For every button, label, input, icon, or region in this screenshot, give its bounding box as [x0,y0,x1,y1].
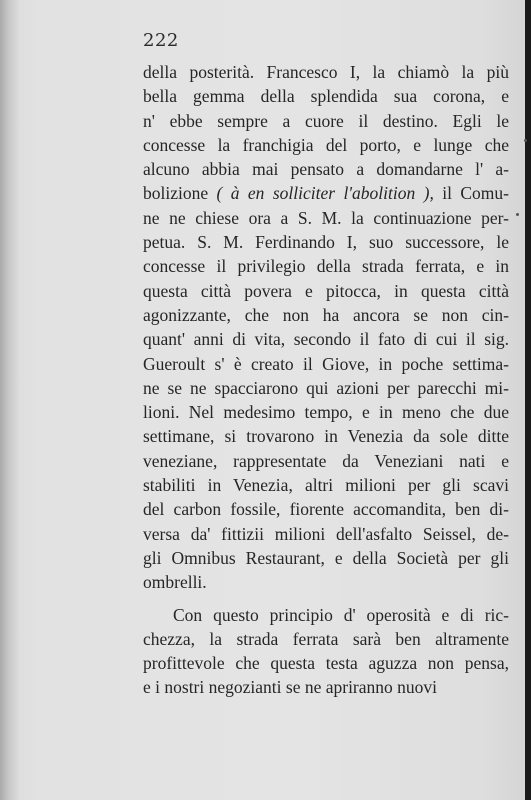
text-line [143,181,509,205]
text-line: ombrelli. [143,572,207,593]
paragraph-gap [143,595,509,603]
text-line: concesse la franchigia del porto, e lunge che [143,134,509,155]
italic-quote: ( à en solliciter l'abolition ), [216,183,434,204]
page-edge [525,0,531,800]
paragraph-1 [143,60,509,595]
speck [524,139,527,142]
speck [516,213,519,216]
text-line: questa città povera e pitocca, in questa città [143,280,509,301]
page-number: 222 [143,30,179,51]
text-line: chezza, la strada ferrata sarà ben altramente [143,628,509,649]
text-line: ne ne chiese ora a S. M. la continuazione per- [143,207,509,228]
text-line: del carbon fossile, fiorente accomandita, ben di- [143,499,509,520]
text-line: petua. S. M. Ferdinando I, suo successore, le [143,232,509,253]
text-line: agonizzante, che non ha ancora se non cin- [143,304,509,325]
text-line: gli Omnibus Restaurant, e della Società per gli [143,547,509,568]
text-line: ne se ne spacciarono qui azioni per parecchi mi- [143,377,509,398]
text-line: Con questo principio d' operosità e di ric- [173,604,509,625]
text-line: versa da' fittizii milioni dell'asfalto Seissel, de- [143,523,509,544]
text-line: quant' anni di vita, secondo il fato di cui il sig. [143,329,509,350]
text-line: Gueroult s' è creato il Giove, in poche settima- [143,353,509,374]
binding-shadow [0,0,20,800]
text-line: stabiliti in Venezia, altri milioni per gli scavi [143,475,509,496]
text-line: veneziane, rappresentate da Veneziani nati e [143,450,509,471]
text-line: profittevole che questa testa aguzza non pensa, [143,653,509,674]
text-line: bella gemma della splendida sua corona, e [143,86,509,107]
text-line: concesse il privilegio della strada ferrata, e in [143,256,509,277]
text-line: n' ebbe sempre a cuore il destino. Egli le [143,110,509,131]
paragraph-2 [143,603,509,700]
body-text [143,60,509,700]
text-segment: bolizione [143,183,217,204]
text-line: lioni. Nel medesimo tempo, e in meno che due [143,402,509,423]
text-segment: il Comu- [433,183,509,204]
text-line: e i nostri negozianti se ne apriranno nuovi [143,677,438,698]
text-line: della posterità. Francesco I, la chiamò la più [143,62,509,82]
text-line: alcuno abbia mai pensato a domandarne l' a- [143,159,509,180]
text-line: settimane, si trovarono in Venezia da sole ditte [143,426,509,447]
